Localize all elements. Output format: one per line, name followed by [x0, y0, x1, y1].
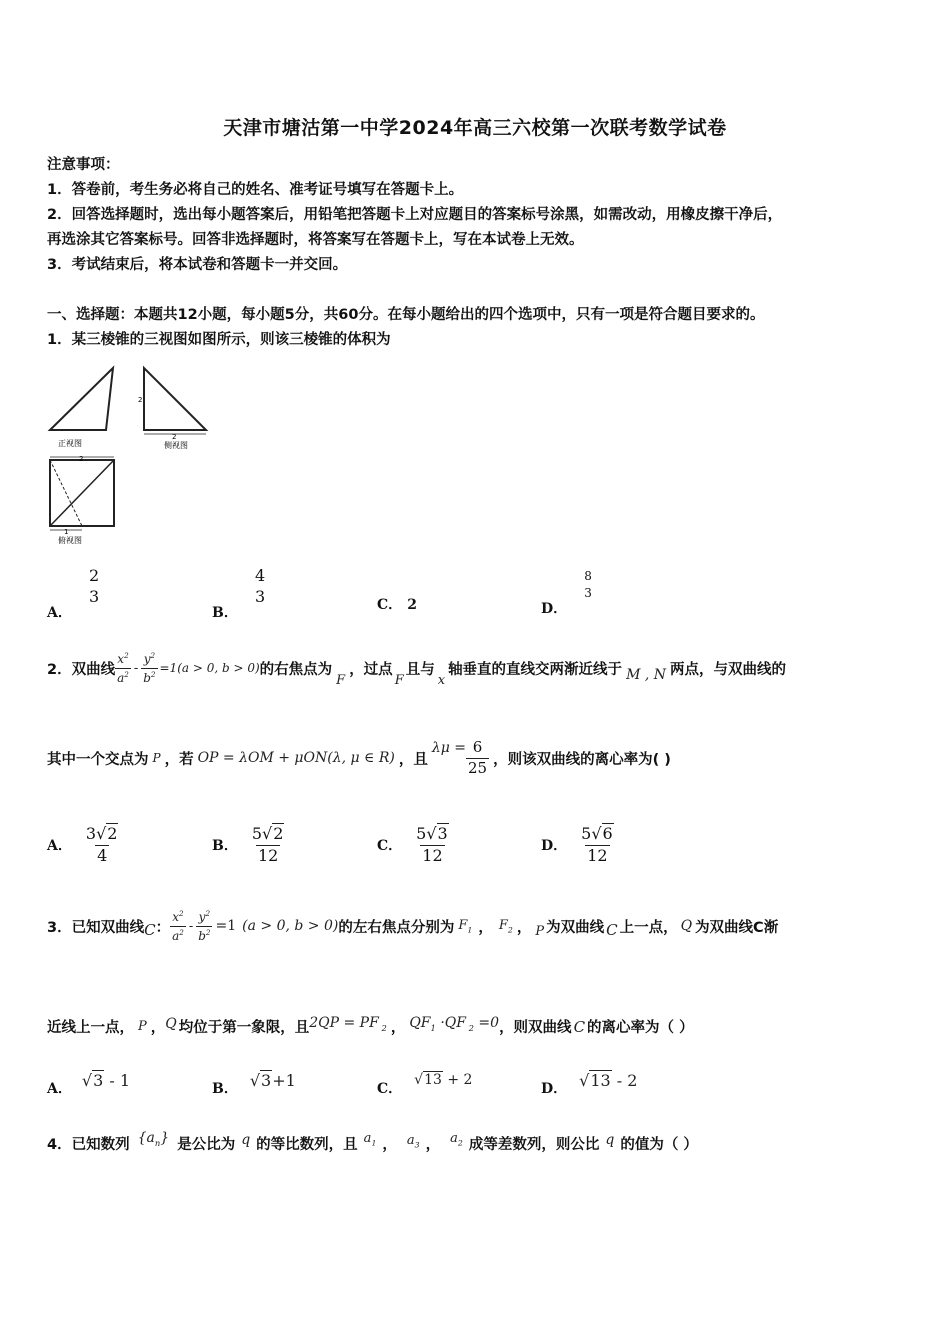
- q2-MN: M , N: [626, 667, 666, 684]
- q2-text-1: 2．双曲线: [47, 661, 116, 678]
- notice-item-1: 1．答卷前，考生务必将自己的姓名、准考证号填写在答题卡上。: [47, 182, 464, 198]
- notice-heading: 注意事项：: [47, 157, 120, 173]
- q2-a-den: 4: [97, 845, 108, 865]
- q3-rel1: 2QP = PF: [309, 1014, 379, 1031]
- q3-d-rad: 13: [590, 1070, 611, 1090]
- q2-F-2: F: [394, 672, 404, 688]
- q2-text-10: ，则该双曲线的离心率为( ): [493, 751, 671, 768]
- q3-rel2b: ·QF: [440, 1014, 466, 1031]
- q2-option-b-label: B．: [212, 838, 238, 855]
- q2-c-rad: 3: [437, 824, 448, 843]
- q3-option-c-label: C．: [377, 1081, 403, 1097]
- q3-rel2c: =0: [478, 1014, 500, 1031]
- q3-F1: F: [458, 917, 468, 933]
- q3-x-frac: $\frac{x^2}{a^2}$: [172, 909, 184, 943]
- top-view-width-dim: 2: [79, 455, 84, 463]
- q3-text-2: 的左右焦点分别为: [338, 919, 455, 936]
- q2-d-coef: 5: [581, 824, 592, 843]
- q1-option-d[interactable]: [541, 569, 594, 618]
- q3-text-6: 近线上一点，: [47, 1020, 134, 1036]
- q2-stem-line1: 2．双曲线 $\frac{x^2}{a^2}$ - $\frac{y^2}{b^2}$ =1(a > 0, b > 0) 的右焦点为 F ，过点 F 且与 x 轴垂直的直线交两渐近线于 M , N 两点，与双曲线的: [47, 651, 786, 688]
- q2-option-a-value: $\frac{3√2}{4}$: [85, 824, 118, 865]
- q2-b-den: 12: [257, 845, 279, 865]
- q2-a-coef: 3: [85, 824, 97, 843]
- q2-option-d-value: $\frac{5√6}{12}$: [581, 824, 613, 865]
- q4-text-3: 的等比数列，且: [256, 1137, 358, 1153]
- q2-P: P: [152, 751, 161, 766]
- q3-a-rest: - 1: [109, 1070, 131, 1090]
- q2-a: a: [117, 670, 125, 685]
- q1-option-a-label: A．: [47, 605, 72, 622]
- q1-option-a[interactable]: [47, 566, 101, 622]
- side-view-shape: [144, 368, 206, 430]
- top-view-label: 俯视图: [58, 536, 82, 545]
- q3-y-frac: $\frac{y^2}{b^2}$: [198, 909, 211, 943]
- q3-a-rad: 3: [93, 1070, 104, 1090]
- q3-y: y: [198, 910, 206, 924]
- q3-b-rad: 3: [261, 1070, 272, 1090]
- q2-text-3: ，过点: [349, 661, 393, 678]
- q1-three-view-figure: [40, 362, 220, 548]
- q3-Q-2: Q: [165, 1015, 177, 1032]
- q2-y: y: [143, 652, 151, 666]
- q2-c-den: 12: [422, 845, 443, 865]
- q3-option-b[interactable]: [212, 1070, 296, 1097]
- notice-item-3: 3．考试结束后，将本试卷和答题卡一并交回。: [47, 257, 348, 273]
- q2-b-rad: 2: [273, 824, 284, 843]
- q4-text-2: 是公比为: [177, 1137, 236, 1153]
- q1-option-a-value: [87, 568, 101, 606]
- q2-text-6: 两点，与双曲线的: [670, 661, 786, 678]
- q3-stem-line2: 近线上一点， P ， Q 均位于第一象限，且 2QP = PF $_2$ ， $QF_1 \cdot QF$ $_2$ =0 ，则双曲线 C 的离心率为（ ）: [47, 1014, 694, 1036]
- q2-vector-eq: OP = λOM + μON(λ, μ ∈ R): [197, 750, 395, 767]
- q3-option-b-label: B．: [212, 1081, 238, 1097]
- q2-option-c[interactable]: [377, 826, 451, 865]
- q4-q-2: q: [605, 1131, 615, 1148]
- q3-condition: (a > 0, b > 0): [242, 918, 339, 935]
- q3-text-5: 为双曲线C渐: [695, 919, 779, 936]
- q3-C: C: [144, 921, 156, 940]
- side-view-height-dim: 2: [138, 396, 143, 404]
- q3-option-d-label: D．: [541, 1081, 568, 1097]
- side-view-label: 侧视图: [164, 441, 188, 450]
- q2-text-8: ，若: [164, 751, 194, 768]
- top-view-segment-dim: 1: [64, 528, 69, 536]
- q4-text-4: 成等差数列，则公比: [468, 1137, 600, 1153]
- q1-option-d-label: D．: [541, 601, 568, 618]
- q1-option-d-value: [582, 570, 594, 599]
- q3-option-d[interactable]: [541, 1070, 638, 1097]
- q3-P-2: P: [138, 1019, 147, 1034]
- q3-a: a: [172, 928, 180, 943]
- q2-d-rad: 6: [602, 824, 613, 843]
- q3-text-1: 3．已知双曲线: [47, 919, 145, 936]
- q3-text-8: ，则双曲线: [499, 1020, 572, 1036]
- q1-a-den: 3: [88, 586, 100, 606]
- q1-d-num: 8: [584, 569, 592, 583]
- side-view-width-dim: 2: [172, 433, 177, 441]
- q3-option-a-label: A．: [47, 1081, 72, 1097]
- q2-condition: =1(a > 0, b > 0): [159, 661, 260, 676]
- q2-lambda-mu-frac: [466, 740, 489, 777]
- q1-option-c-value: 2: [407, 597, 417, 613]
- q2-text-4: 且与: [405, 661, 435, 678]
- q2-option-a[interactable]: [47, 826, 120, 865]
- q4-a3: a: [406, 1133, 415, 1149]
- q3-c-rest: + 2: [447, 1072, 473, 1088]
- q3-rel2: QF: [409, 1014, 431, 1031]
- q2-option-a-label: A．: [47, 838, 72, 855]
- q2-a-rad: 2: [107, 824, 118, 843]
- q2-option-b-value: $\frac{5√2}{12}$: [251, 824, 284, 865]
- q2-lambda-mu: λμ =: [431, 740, 467, 757]
- q3-c-rad: 13: [424, 1072, 442, 1088]
- q4-text-1: 4．已知数列: [47, 1137, 130, 1153]
- q3-P: P: [535, 923, 545, 939]
- q3-eq: =1: [215, 918, 237, 935]
- q2-text-7: 其中一个交点为: [47, 751, 149, 768]
- q2-text-5: 轴垂直的直线交两渐近线于: [448, 661, 623, 678]
- q3-option-b-value: √3+1: [249, 1070, 296, 1090]
- q3-b-rest: +1: [272, 1070, 296, 1090]
- q2-y-frac: $\frac{y^2}{b^2}$: [143, 651, 156, 685]
- q2-text-2: 的右焦点为: [259, 661, 333, 678]
- q1-a-num: 2: [88, 566, 100, 585]
- q3-colon: ：: [155, 919, 171, 936]
- q2-x: x: [117, 652, 125, 666]
- q3-option-c[interactable]: [377, 1070, 473, 1097]
- q1-option-b[interactable]: [212, 566, 267, 622]
- q3-option-d-value: √13 - 2: [579, 1070, 638, 1090]
- q4-stem: 4．已知数列 $\{a_n\}$ 是公比为 q 的等比数列，且 $a_1$ ， $a_3$ ， $a_2$ 成等差数列，则公比 q 的值为（ ）: [47, 1129, 698, 1153]
- q3-C-2: C: [606, 921, 618, 940]
- q2-b-coef: 5: [251, 824, 263, 843]
- q1-d-den: 3: [584, 585, 592, 600]
- q4-q: q: [241, 1131, 251, 1148]
- q4-a1: a: [363, 1131, 372, 1147]
- q1-option-c-label: C．: [377, 597, 403, 613]
- q2-lm-den: 25: [468, 758, 488, 777]
- q3-Q: Q: [680, 918, 693, 935]
- q1-b-den: 3: [254, 586, 266, 606]
- q3-x: x: [172, 910, 180, 924]
- q1-option-b-value: [253, 568, 267, 606]
- q4-a2: a: [450, 1131, 458, 1147]
- q1-stem: 1．某三棱锥的三视图如图所示，则该三棱锥的体积为: [47, 332, 391, 348]
- notice-item-2: 2．回答选择题时，选出每小题答案后，用铅笔把答题卡上对应题目的答案标号涂黑，如需改动，用橡皮擦干净后，: [47, 207, 783, 223]
- q2-x-axis: x: [437, 672, 446, 688]
- q2-option-c-value: $\frac{5√3}{12}$: [416, 824, 448, 865]
- q2-stem-line2: [47, 740, 671, 777]
- q3-text-4: 上一点，: [619, 919, 678, 936]
- q3-C-3: C: [573, 1017, 586, 1036]
- q4-an: a: [146, 1129, 155, 1146]
- q3-d-rest: - 2: [616, 1070, 638, 1090]
- q3-option-c-value: √13 + 2: [414, 1072, 473, 1088]
- front-view-shape: [50, 368, 113, 430]
- q1-b-num: 4: [254, 566, 266, 585]
- q4-text-5: 的值为（ ）: [620, 1137, 698, 1153]
- section-heading: 一、选择题：本题共12小题，每小题5分，共60分。在每小题给出的四个选项中，只有一项是符合题目要求的。: [47, 307, 765, 323]
- q1-option-b-label: B．: [212, 605, 238, 622]
- q3-text-7: 均位于第一象限，且: [178, 1020, 310, 1036]
- q3-option-a-value: √3 - 1: [81, 1070, 131, 1090]
- q2-option-d[interactable]: [541, 826, 616, 865]
- q2-x-frac: $\frac{x^2}{a^2}$: [117, 651, 129, 685]
- q2-option-d-label: D．: [541, 838, 568, 855]
- notice-item-2-cont: 再选涂其它答案标号。回答非选择题时，将答案写在答题卡上，写在本试卷上无效。: [47, 232, 584, 248]
- q2-option-b[interactable]: [212, 826, 286, 865]
- page-title: 天津市塘沽第一中学2024年高三六校第一次联考数学试卷: [223, 117, 727, 139]
- q3-F2: F: [498, 917, 508, 933]
- q2-b: b: [143, 670, 151, 685]
- q2-lm-num: 6: [472, 738, 483, 756]
- q2-text-9: ，且: [398, 751, 428, 768]
- q2-c-coef: 5: [416, 824, 427, 843]
- q1-option-c[interactable]: [377, 594, 417, 614]
- q2-F: F: [336, 672, 346, 688]
- front-view-label: 正视图: [58, 439, 82, 448]
- q3-stem-line1: 3．已知双曲线 C ： $\frac{x^2}{a^2}$ - $\frac{y^2}{b^2}$ =1 (a > 0, b > 0) 的左右焦点分别为 $F_1$ ， $F_2$ ， P 为双曲线 C 上一点， Q 为双曲线C渐: [47, 909, 779, 943]
- q3-b: b: [198, 928, 206, 943]
- q2-option-c-label: C．: [377, 838, 403, 855]
- q3-text-3: 为双曲线: [546, 919, 605, 936]
- q2-d-den: 12: [587, 845, 608, 865]
- q3-option-a[interactable]: [47, 1070, 131, 1097]
- q3-text-9: 的离心率为（ ）: [587, 1020, 694, 1036]
